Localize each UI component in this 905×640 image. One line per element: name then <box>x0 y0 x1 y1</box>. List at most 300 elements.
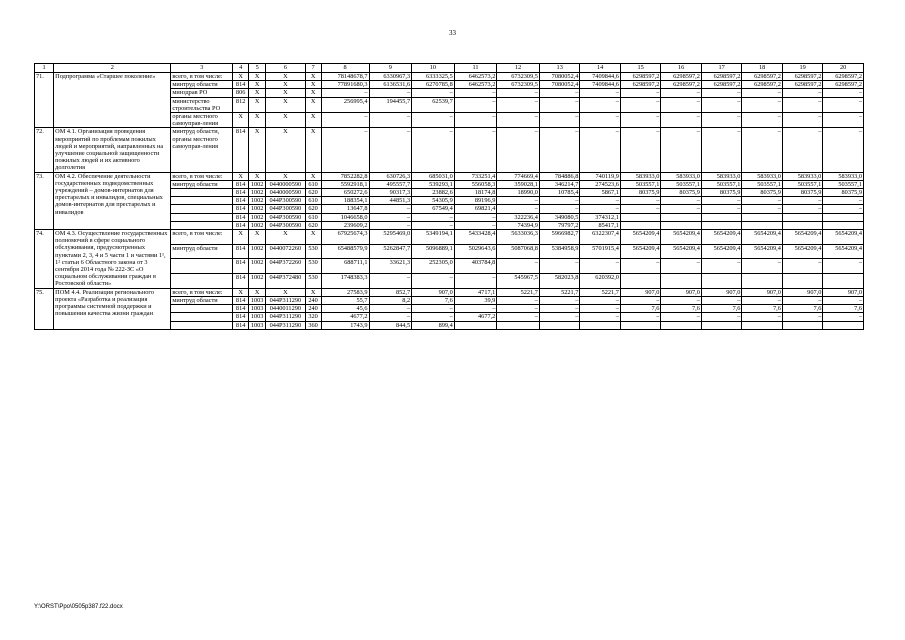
value-cell: – <box>742 313 782 321</box>
value-cell: 5654209,4 <box>661 244 701 259</box>
value-cell: – <box>539 313 579 321</box>
value-cell: 67925674,3 <box>321 230 369 245</box>
value-cell: 6462573,2 <box>454 73 497 81</box>
value-cell: 620 <box>305 189 321 197</box>
value-cell: 5654209,4 <box>620 230 660 245</box>
value-cell: 503557,1 <box>742 180 782 188</box>
value-cell: 814 <box>233 180 249 188</box>
value-cell <box>661 213 701 221</box>
value-cell: X <box>233 288 249 296</box>
value-cell: – <box>454 274 497 289</box>
value-cell: – <box>580 197 620 205</box>
value-cell: 733251,4 <box>454 172 497 180</box>
value-cell: – <box>742 89 782 97</box>
value-cell: – <box>620 97 660 112</box>
value-cell: – <box>742 97 782 112</box>
value-cell: 583933,0 <box>742 172 782 180</box>
value-cell: X <box>266 230 305 245</box>
value-cell: 503557,1 <box>701 180 741 188</box>
value-cell: 5654209,4 <box>742 230 782 245</box>
value-cell: 6298597,2 <box>782 73 822 81</box>
value-cell: 044Р311290 <box>266 321 305 329</box>
value-cell: 403784,8 <box>454 259 497 274</box>
value-cell: 5701915,4 <box>580 244 620 259</box>
value-cell: X <box>249 128 266 172</box>
value-cell: 814 <box>233 205 249 213</box>
value-cell: – <box>369 274 412 289</box>
header-cell: 2 <box>54 64 171 73</box>
executor-cell: всего, в том числе: <box>171 172 233 180</box>
value-cell: 5221,7 <box>539 288 579 296</box>
budget-table <box>34 63 864 330</box>
value-cell: 18990,0 <box>497 189 540 197</box>
value-cell: 80375,9 <box>782 189 822 197</box>
table-row <box>35 73 864 81</box>
value-cell: X <box>305 81 321 89</box>
value-cell: 495557,7 <box>369 180 412 188</box>
value-cell: 7409844,6 <box>580 81 620 89</box>
value-cell: 62539,7 <box>412 97 455 112</box>
value-cell: – <box>742 259 782 274</box>
value-cell: 4677,2 <box>321 313 369 321</box>
value-cell: 65488579,9 <box>321 244 369 259</box>
value-cell: 7,6 <box>701 305 741 313</box>
table-header-row <box>35 64 864 73</box>
header-cell: 6 <box>266 64 305 73</box>
value-cell <box>742 321 782 329</box>
value-cell: 5654209,4 <box>782 244 822 259</box>
row-number: 74. <box>35 230 54 289</box>
executor-cell: минздрав РО <box>171 89 233 97</box>
value-cell: 503557,1 <box>661 180 701 188</box>
value-cell: 27583,9 <box>321 288 369 296</box>
value-cell: – <box>620 128 660 172</box>
value-cell: – <box>742 128 782 172</box>
value-cell: 907,0 <box>782 288 822 296</box>
value-cell: – <box>454 128 497 172</box>
executor-cell: всего, в том числе: <box>171 230 233 245</box>
value-cell: 33621,3 <box>369 259 412 274</box>
value-cell: 044Р300590 <box>266 213 305 221</box>
value-cell: – <box>823 313 864 321</box>
value-cell: 346214,7 <box>539 180 579 188</box>
executor-cell <box>171 205 233 213</box>
value-cell: 6270785,8 <box>412 81 455 89</box>
value-cell: – <box>497 259 540 274</box>
executor-cell <box>171 321 233 329</box>
file-path-footer: Y:\ORST\Ppo\0505p387.f22.docx <box>34 604 123 610</box>
value-cell: – <box>620 197 660 205</box>
executor-cell: органы местного самоуправ-ления <box>171 113 233 128</box>
value-cell: – <box>369 89 412 97</box>
executor-cell: минтруд области <box>171 81 233 89</box>
value-cell: X <box>266 128 305 172</box>
value-cell: 23882,6 <box>412 189 455 197</box>
value-cell <box>782 321 822 329</box>
value-cell: 85417,1 <box>580 221 620 229</box>
value-cell: – <box>823 128 864 172</box>
value-cell: – <box>497 296 540 304</box>
executor-cell: минтруд области, органы местного самоуправ-ления <box>171 128 233 172</box>
value-cell: 67549,4 <box>412 205 455 213</box>
value-cell: X <box>266 288 305 296</box>
value-cell: 774669,4 <box>497 172 540 180</box>
value-cell: 5087068,8 <box>497 244 540 259</box>
value-cell: 907,0 <box>620 288 660 296</box>
value-cell: – <box>661 259 701 274</box>
value-cell: 5654209,4 <box>701 230 741 245</box>
value-cell: 1002 <box>249 197 266 205</box>
value-cell: 6298597,2 <box>661 73 701 81</box>
value-cell: X <box>249 230 266 245</box>
value-cell <box>454 321 497 329</box>
value-cell: 5654209,4 <box>782 230 822 245</box>
value-cell: 256995,4 <box>321 97 369 112</box>
value-cell: 54305,9 <box>412 197 455 205</box>
value-cell: X <box>249 81 266 89</box>
value-cell: 80375,9 <box>823 189 864 197</box>
value-cell: – <box>782 313 822 321</box>
executor-cell: минтруд области <box>171 180 233 188</box>
value-cell: 583933,0 <box>701 172 741 180</box>
value-cell <box>701 213 741 221</box>
value-cell: – <box>580 305 620 313</box>
executor-cell <box>171 189 233 197</box>
value-cell: 814 <box>233 305 249 313</box>
value-cell: – <box>454 221 497 229</box>
header-cell: 20 <box>823 64 864 73</box>
value-cell: 80375,9 <box>620 189 660 197</box>
row-number: 75. <box>35 288 54 329</box>
value-cell: 907,0 <box>661 288 701 296</box>
value-cell: 240 <box>305 305 321 313</box>
value-cell: 1003 <box>249 305 266 313</box>
table-row <box>35 288 864 296</box>
value-cell: 6298597,2 <box>823 81 864 89</box>
value-cell: – <box>742 113 782 128</box>
value-cell <box>580 321 620 329</box>
value-cell: 610 <box>305 180 321 188</box>
value-cell: X <box>305 288 321 296</box>
value-cell: 322236,4 <box>497 213 540 221</box>
value-cell: 583933,0 <box>782 172 822 180</box>
value-cell: – <box>701 97 741 112</box>
value-cell <box>782 274 822 289</box>
value-cell: 7409844,6 <box>580 73 620 81</box>
row-number: 72. <box>35 128 54 172</box>
value-cell: 5221,7 <box>580 288 620 296</box>
value-cell: 6298597,2 <box>823 73 864 81</box>
value-cell: – <box>454 213 497 221</box>
value-cell: – <box>701 296 741 304</box>
value-cell: – <box>620 296 660 304</box>
value-cell: – <box>661 113 701 128</box>
value-cell: 907,0 <box>701 288 741 296</box>
value-cell: 688711,1 <box>321 259 369 274</box>
value-cell: 812 <box>233 97 249 112</box>
value-cell: 814 <box>233 213 249 221</box>
value-cell: – <box>661 97 701 112</box>
value-cell: – <box>620 205 660 213</box>
value-cell: – <box>782 97 822 112</box>
value-cell: X <box>305 230 321 245</box>
value-cell: – <box>369 221 412 229</box>
value-cell: 1002 <box>249 189 266 197</box>
value-cell: 78148678,7 <box>321 73 369 81</box>
value-cell <box>701 221 741 229</box>
value-cell: 4677,2 <box>454 313 497 321</box>
value-cell: 044Р372260 <box>266 259 305 274</box>
value-cell: 899,4 <box>412 321 455 329</box>
value-cell: 74394,9 <box>497 221 540 229</box>
header-cell: 1 <box>35 64 54 73</box>
value-cell: – <box>412 305 455 313</box>
value-cell: 503557,1 <box>620 180 660 188</box>
value-cell: – <box>823 296 864 304</box>
value-cell: 6298597,2 <box>742 81 782 89</box>
row-name: ОМ 4.3. Осуществление государственных полномочий в сфере социального обслуживания, предусмотренных пунктами 2, 3, 4 и 5 части 1 и частями 1¹, 1² статьи 6 Областного закона от 3 сентября 2014 года № 222-ЗС «О социальном обслуживании граждан в Ростовской области» <box>54 230 171 289</box>
header-cell: 12 <box>497 64 540 73</box>
executor-cell <box>171 274 233 289</box>
value-cell: – <box>321 89 369 97</box>
value-cell: – <box>661 197 701 205</box>
value-cell: 5654209,4 <box>823 244 864 259</box>
value-cell: 44851,3 <box>369 197 412 205</box>
value-cell: 7,6 <box>823 305 864 313</box>
value-cell: 503557,1 <box>823 180 864 188</box>
value-cell: 80375,9 <box>701 189 741 197</box>
value-cell: 620 <box>305 221 321 229</box>
value-cell: 1002 <box>249 180 266 188</box>
row-name: Подпрограмма «Старшее поколение» <box>54 73 171 128</box>
value-cell: – <box>742 205 782 213</box>
value-cell <box>742 274 782 289</box>
value-cell: – <box>823 197 864 205</box>
value-cell: – <box>661 128 701 172</box>
value-cell: – <box>539 296 579 304</box>
value-cell: 5592918,1 <box>321 180 369 188</box>
value-cell: 80375,9 <box>742 189 782 197</box>
value-cell: 1002 <box>249 221 266 229</box>
value-cell: – <box>782 89 822 97</box>
value-cell: – <box>580 313 620 321</box>
value-cell: 6732309,5 <box>497 81 540 89</box>
value-cell: – <box>369 305 412 313</box>
value-cell <box>620 321 660 329</box>
value-cell: 7080052,4 <box>539 81 579 89</box>
value-cell: 1046658,0 <box>321 213 369 221</box>
value-cell: X <box>305 128 321 172</box>
value-cell: – <box>497 313 540 321</box>
value-cell: 79797,2 <box>539 221 579 229</box>
value-cell: 8,2 <box>369 296 412 304</box>
value-cell: 044Р311290 <box>266 313 305 321</box>
value-cell: 10785,4 <box>539 189 579 197</box>
value-cell: 5029643,6 <box>454 244 497 259</box>
page-number: 33 <box>449 29 456 37</box>
value-cell <box>661 321 701 329</box>
value-cell: – <box>620 259 660 274</box>
value-cell: – <box>369 313 412 321</box>
executor-cell <box>171 305 233 313</box>
value-cell: 582023,8 <box>539 274 579 289</box>
value-cell: 6732309,5 <box>497 73 540 81</box>
value-cell: X <box>305 113 321 128</box>
value-cell: 784886,8 <box>539 172 579 180</box>
value-cell: – <box>823 89 864 97</box>
value-cell: 1002 <box>249 244 266 259</box>
value-cell: 0440072260 <box>266 244 305 259</box>
value-cell: – <box>580 259 620 274</box>
value-cell: – <box>701 113 741 128</box>
value-cell: 530 <box>305 274 321 289</box>
value-cell: 89196,9 <box>454 197 497 205</box>
value-cell: 814 <box>233 296 249 304</box>
executor-cell: минтруд области <box>171 296 233 304</box>
value-cell: 45,6 <box>321 305 369 313</box>
value-cell: – <box>580 97 620 112</box>
value-cell: 0440011290 <box>266 305 305 313</box>
value-cell: 6298597,2 <box>620 81 660 89</box>
value-cell: 6298597,2 <box>661 81 701 89</box>
value-cell: 610 <box>305 197 321 205</box>
value-cell: – <box>782 128 822 172</box>
value-cell: – <box>661 205 701 213</box>
value-cell: X <box>249 97 266 112</box>
value-cell <box>620 213 660 221</box>
value-cell: 814 <box>233 189 249 197</box>
value-cell: – <box>742 296 782 304</box>
value-cell <box>823 213 864 221</box>
value-cell: 239609,2 <box>321 221 369 229</box>
value-cell: 044Р300590 <box>266 205 305 213</box>
value-cell: 5262847,7 <box>369 244 412 259</box>
value-cell: – <box>701 197 741 205</box>
value-cell: 503557,1 <box>782 180 822 188</box>
value-cell: 374312,1 <box>580 213 620 221</box>
value-cell: 844,5 <box>369 321 412 329</box>
value-cell: X <box>266 172 305 180</box>
value-cell: 1002 <box>249 213 266 221</box>
value-cell: – <box>454 89 497 97</box>
value-cell: 5349194,1 <box>412 230 455 245</box>
value-cell: X <box>266 113 305 128</box>
value-cell: 69821,4 <box>454 205 497 213</box>
value-cell: – <box>823 97 864 112</box>
executor-cell: минтруд области <box>171 244 233 259</box>
row-number: 73. <box>35 172 54 229</box>
header-cell: 14 <box>580 64 620 73</box>
value-cell: – <box>497 305 540 313</box>
value-cell: 814 <box>233 313 249 321</box>
value-cell: – <box>580 128 620 172</box>
value-cell: X <box>266 81 305 89</box>
header-cell: 10 <box>412 64 455 73</box>
value-cell: – <box>321 128 369 172</box>
value-cell: 814 <box>233 197 249 205</box>
value-cell: 5221,7 <box>497 288 540 296</box>
value-cell: – <box>369 205 412 213</box>
value-cell: 814 <box>233 321 249 329</box>
value-cell: 583933,0 <box>661 172 701 180</box>
value-cell: 1003 <box>249 313 266 321</box>
value-cell: – <box>823 113 864 128</box>
value-cell: 620392,0 <box>580 274 620 289</box>
value-cell: 530 <box>305 244 321 259</box>
value-cell: – <box>454 97 497 112</box>
value-cell: X <box>249 288 266 296</box>
value-cell: 852,7 <box>369 288 412 296</box>
value-cell: 5654209,4 <box>823 230 864 245</box>
value-cell: – <box>412 128 455 172</box>
value-cell: – <box>661 296 701 304</box>
value-cell <box>823 321 864 329</box>
value-cell: 907,0 <box>742 288 782 296</box>
value-cell <box>742 221 782 229</box>
header-cell: 17 <box>701 64 741 73</box>
value-cell: – <box>369 113 412 128</box>
value-cell: 7,6 <box>661 305 701 313</box>
executor-cell: министерство строительства РО <box>171 97 233 112</box>
value-cell <box>742 213 782 221</box>
value-cell: 6333325,5 <box>412 73 455 81</box>
value-cell: X <box>249 172 266 180</box>
value-cell: X <box>266 97 305 112</box>
value-cell: 814 <box>233 81 249 89</box>
value-cell: – <box>497 97 540 112</box>
executor-cell <box>171 197 233 205</box>
value-cell <box>782 221 822 229</box>
value-cell: – <box>701 313 741 321</box>
value-cell: X <box>266 73 305 81</box>
value-cell: X <box>305 172 321 180</box>
value-cell: 583933,0 <box>823 172 864 180</box>
value-cell: 55,7 <box>321 296 369 304</box>
value-cell: 044Р300590 <box>266 221 305 229</box>
value-cell: X <box>233 73 249 81</box>
value-cell: 1743,9 <box>321 321 369 329</box>
value-cell: 630726,3 <box>369 172 412 180</box>
value-cell <box>823 221 864 229</box>
value-cell: – <box>661 313 701 321</box>
value-cell: 349080,5 <box>539 213 579 221</box>
header-cell: 13 <box>539 64 579 73</box>
value-cell: – <box>321 113 369 128</box>
value-cell: – <box>539 89 579 97</box>
value-cell: – <box>539 197 579 205</box>
value-cell: – <box>580 89 620 97</box>
value-cell: – <box>701 89 741 97</box>
value-cell: 18174,8 <box>454 189 497 197</box>
value-cell: – <box>412 113 455 128</box>
value-cell: X <box>249 89 266 97</box>
value-cell <box>620 221 660 229</box>
value-cell: 044Р372480 <box>266 274 305 289</box>
value-cell: 1002 <box>249 259 266 274</box>
header-cell: 5 <box>249 64 266 73</box>
value-cell: 359028,1 <box>497 180 540 188</box>
value-cell: 1002 <box>249 205 266 213</box>
value-cell: X <box>233 172 249 180</box>
value-cell: – <box>782 205 822 213</box>
value-cell: 6322307,4 <box>580 230 620 245</box>
value-cell: 252305,0 <box>412 259 455 274</box>
value-cell: – <box>620 89 660 97</box>
value-cell: X <box>233 230 249 245</box>
value-cell: 650272,6 <box>321 189 369 197</box>
value-cell: – <box>782 113 822 128</box>
value-cell: 4717,1 <box>454 288 497 296</box>
